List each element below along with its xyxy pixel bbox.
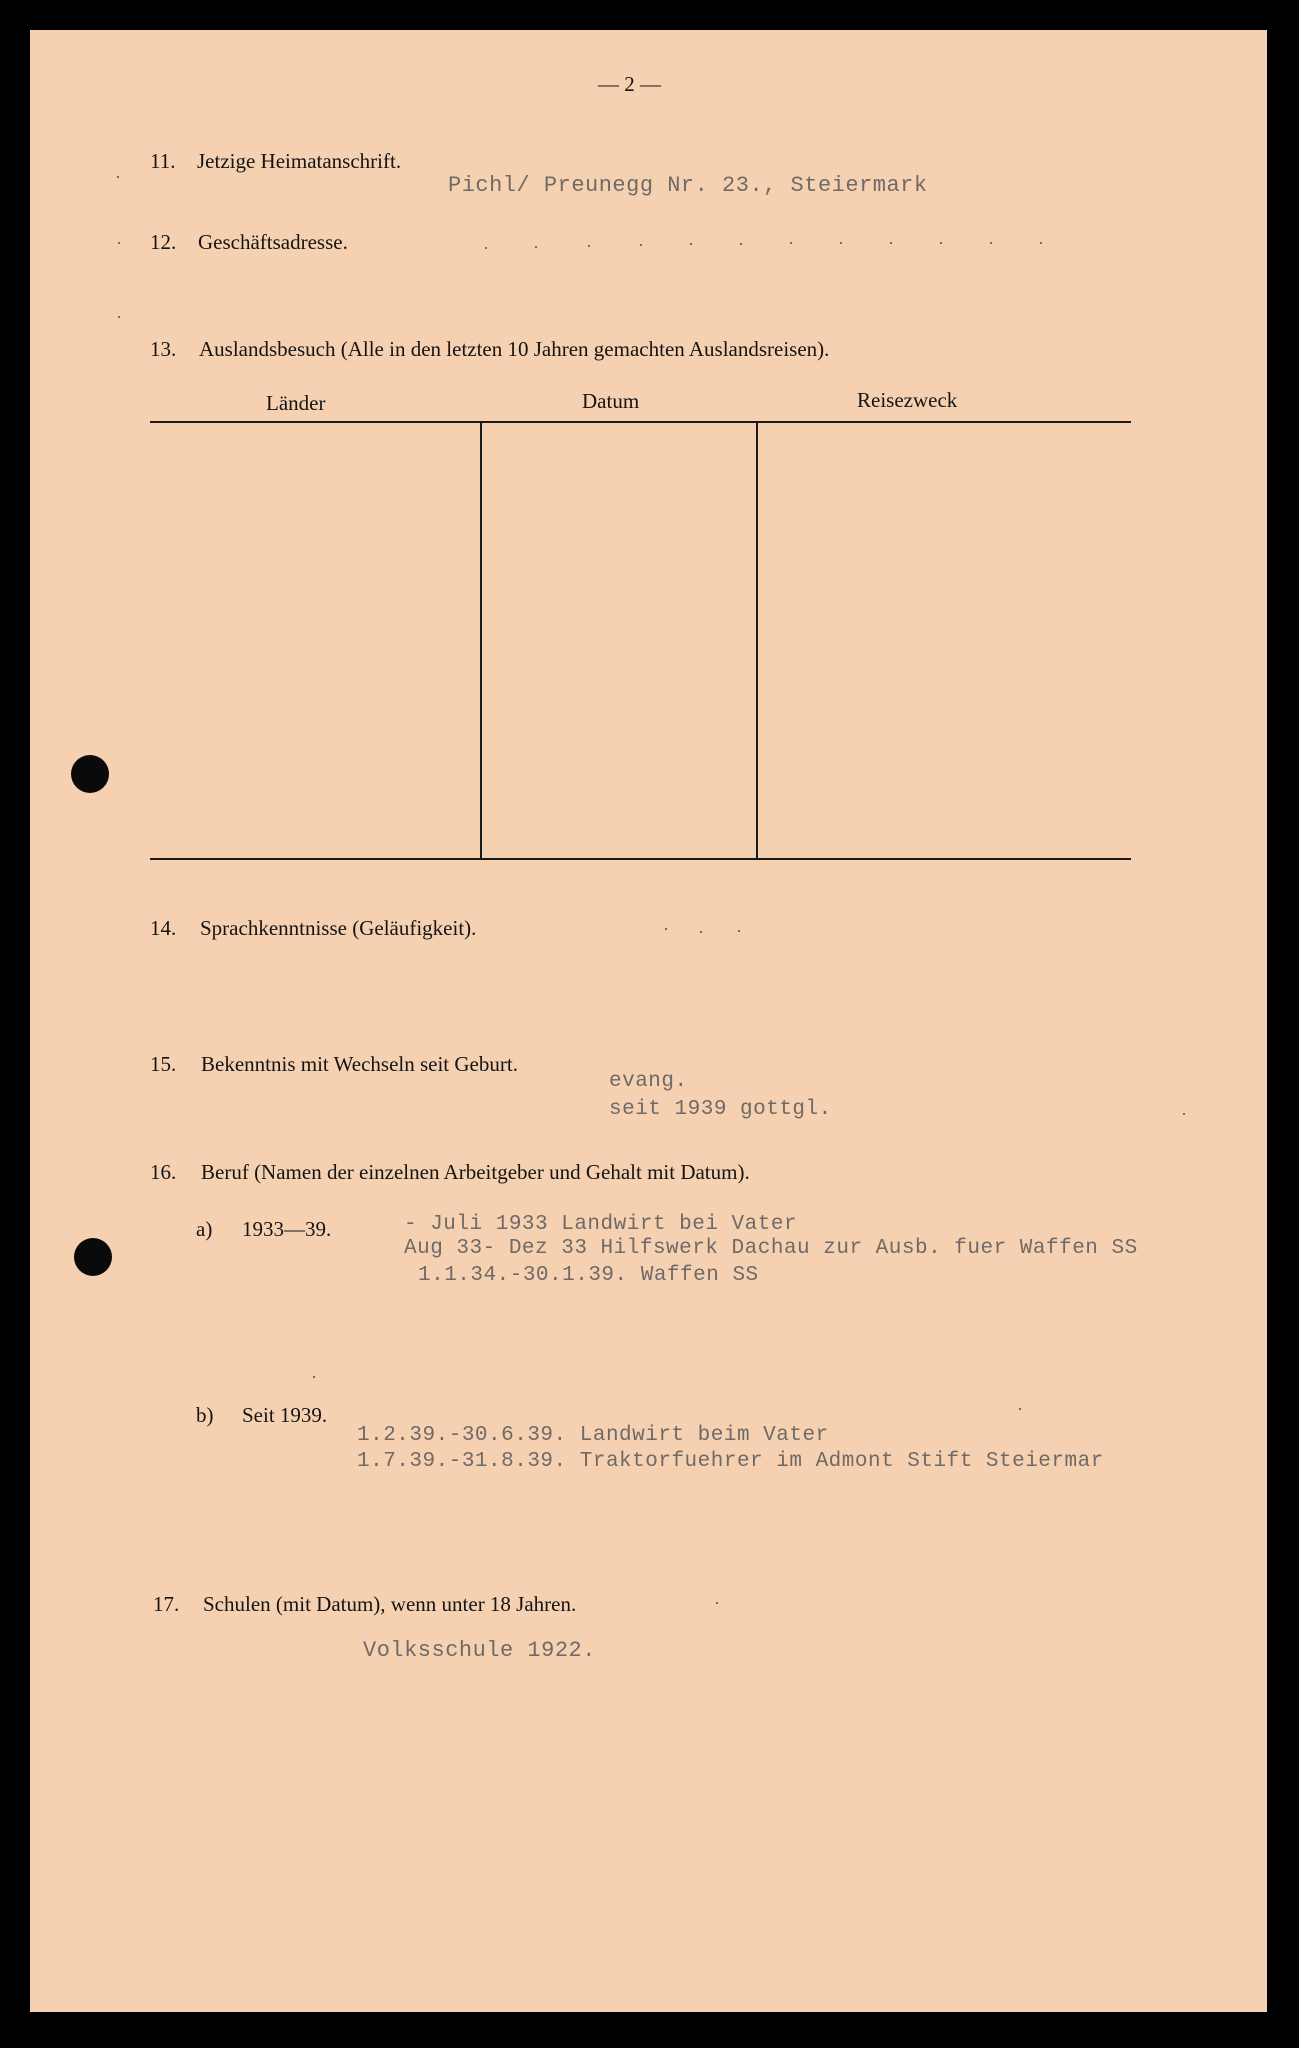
punch-hole-upper bbox=[71, 755, 109, 793]
paper-speck bbox=[313, 1376, 315, 1378]
item-13-number: 13. bbox=[150, 337, 177, 361]
item-11-number: 11. bbox=[150, 149, 176, 173]
item-15-label: Bekenntnis mit Wechseln seit Geburt. bbox=[201, 1052, 518, 1076]
paper-speck bbox=[1019, 1408, 1021, 1410]
paper-speck bbox=[738, 930, 740, 932]
paper-speck bbox=[840, 242, 842, 244]
paper-speck bbox=[700, 931, 702, 933]
item-14-label: Sprachkenntnisse (Geläufigkeit). bbox=[200, 916, 477, 940]
paper-speck bbox=[740, 243, 742, 245]
item-16b-range: Seit 1939. bbox=[242, 1403, 328, 1427]
paper-speck bbox=[940, 242, 942, 244]
item-11-answer: Pichl/ Preunegg Nr. 23., Steiermark bbox=[448, 173, 928, 198]
form-page bbox=[30, 30, 1267, 2012]
table-header-rule bbox=[150, 421, 1131, 423]
paper-speck bbox=[716, 1602, 718, 1604]
paper-speck bbox=[665, 928, 667, 930]
item-14-number: 14. bbox=[150, 916, 177, 940]
paper-speck bbox=[640, 244, 642, 246]
item-17-answer: Volksschule 1922. bbox=[363, 1638, 596, 1663]
item-16-number: 16. bbox=[150, 1160, 177, 1184]
item-15-answer-line-1: evang. bbox=[609, 1070, 688, 1093]
item-16b-line-2: 1.7.39.-31.8.39. Traktorfuehrer im Admont Stift Steiermar bbox=[357, 1450, 1104, 1473]
paper-speck bbox=[790, 242, 792, 244]
item-16b-label: b) bbox=[196, 1403, 214, 1427]
paper-speck bbox=[117, 176, 119, 178]
item-13-label: Auslandsbesuch (Alle in den letzten 10 Jahren gemachten Auslandsreisen). bbox=[199, 337, 830, 361]
paper-speck bbox=[990, 242, 992, 244]
item-15-number: 15. bbox=[150, 1052, 177, 1076]
table-header-laender: Länder bbox=[266, 391, 326, 415]
paper-speck bbox=[588, 245, 590, 247]
item-17-number: 17. bbox=[153, 1592, 180, 1616]
paper-speck bbox=[118, 242, 120, 244]
paper-speck bbox=[890, 242, 892, 244]
paper-speck bbox=[535, 246, 537, 248]
item-16-label: Beruf (Namen der einzelnen Arbeitgeber und Gehalt mit Datum). bbox=[201, 1160, 750, 1184]
paper-speck bbox=[118, 316, 120, 318]
table-column-divider-2 bbox=[756, 423, 758, 859]
item-15-answer-line-2: seit 1939 gottgl. bbox=[609, 1098, 832, 1121]
item-16a-line-1: - Juli 1933 Landwirt bei Vater bbox=[404, 1213, 798, 1236]
table-header-datum: Datum bbox=[582, 389, 640, 413]
item-16a-line-2: Aug 33- Dez 33 Hilfswerk Dachau zur Ausb. fuer Waffen SS bbox=[404, 1237, 1138, 1260]
table-bottom-rule bbox=[150, 858, 1131, 860]
item-16a-line-3: 1.1.34.-30.1.39. Waffen SS bbox=[418, 1264, 759, 1287]
item-12-number: 12. bbox=[150, 230, 177, 254]
table-header-reisezweck: Reisezweck bbox=[857, 388, 958, 412]
item-16b-line-1: 1.2.39.-30.6.39. Landwirt beim Vater bbox=[357, 1424, 829, 1447]
punch-hole-lower bbox=[74, 1238, 112, 1276]
paper-speck bbox=[485, 247, 487, 249]
paper-speck bbox=[1040, 242, 1042, 244]
paper-speck bbox=[1183, 1113, 1185, 1115]
paper-speck bbox=[690, 243, 692, 245]
item-16a-label: a) bbox=[196, 1217, 213, 1241]
item-16a-range: 1933—39. bbox=[242, 1217, 332, 1241]
item-12-label: Geschäftsadresse. bbox=[198, 230, 348, 254]
item-17-label: Schulen (mit Datum), wenn unter 18 Jahren. bbox=[203, 1592, 577, 1616]
item-11-label: Jetzige Heimatanschrift. bbox=[197, 149, 402, 173]
page-number: — 2 — bbox=[598, 72, 661, 96]
table-column-divider-1 bbox=[480, 423, 482, 859]
